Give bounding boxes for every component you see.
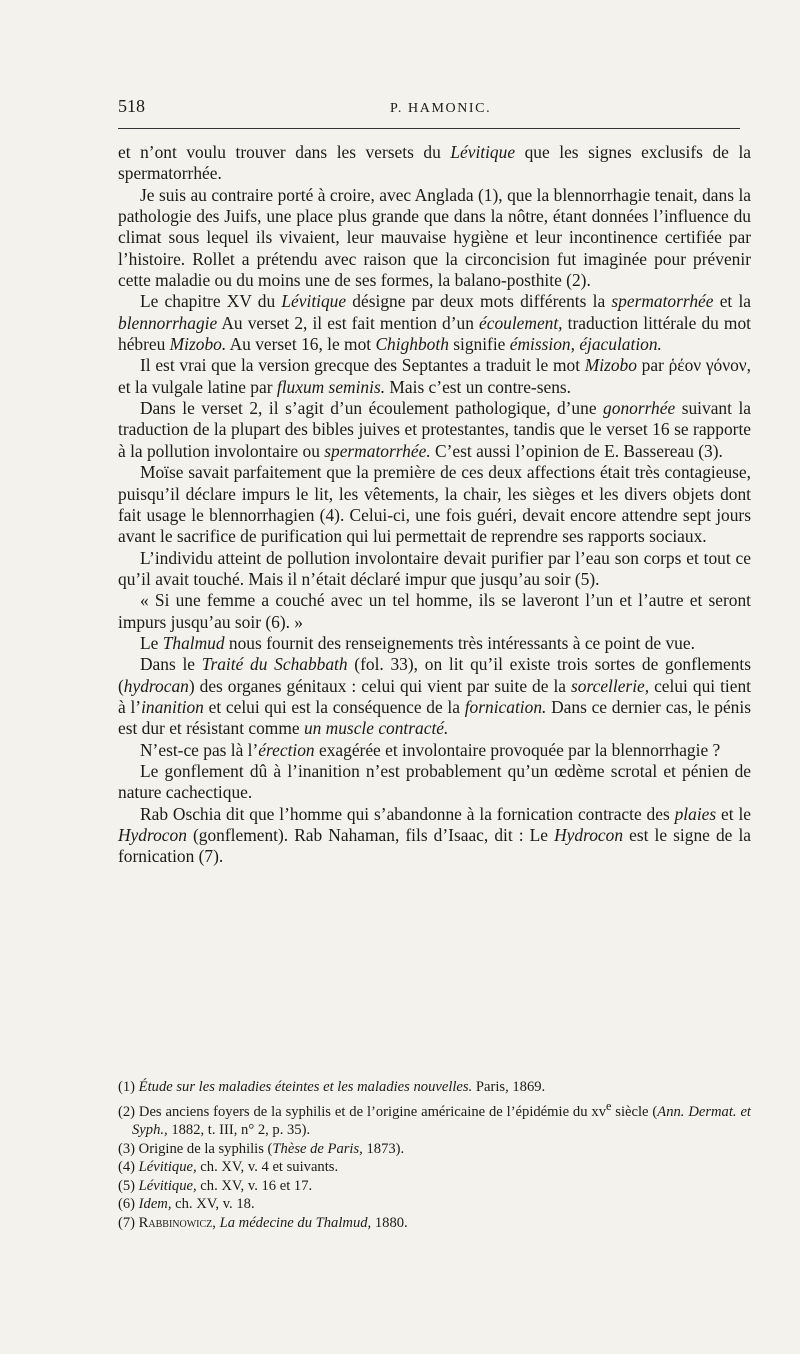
paragraph: Le Thalmud nous fournit des renseignements très intéressants à ce point de vue. bbox=[140, 632, 695, 653]
footnote: (3) Origine de la syphilis (Thèse de Paris, 1873). bbox=[118, 1140, 405, 1157]
footnote: (7) Rabbinowicz, La médecine du Thalmud, 1880. bbox=[118, 1215, 408, 1232]
paragraph: Il est vrai que la version grecque des Septantes a traduit le mot Mizobo par ῥέον γόνον, et la vulgale latine par fluxum seminis. Mais c’est un contre-sens. bbox=[118, 355, 752, 397]
footnote: (5) Lévitique, ch. XV, v. 16 et 17. bbox=[118, 1177, 313, 1194]
paragraph: Rab Oschia dit que l’homme qui s’abandonne à la fornication contracte des plaies et le Hydrocon (gonflement). Rab Nahaman, fils d’Isaac, dit : Le Hydrocon est le signe de la fornication (7). bbox=[118, 803, 752, 867]
page-header bbox=[118, 96, 740, 126]
running-title: P. HAMONIC. bbox=[390, 101, 492, 116]
footnote: (1) Étude sur les maladies éteintes et les maladies nouvelles. Paris, 1869. bbox=[118, 1079, 546, 1095]
paragraph: « Si une femme a couché avec un tel homme, ils se laveront l’un et l’autre et seront impurs jusqu’au soir (6). » bbox=[118, 590, 751, 632]
paragraph: Moïse savait parfaitement que la première de ces deux affections était très contagieuse, puisqu’il déclare impurs le lit, les vêtements, la chair, les sièges et les divers objets dont fait usage le blennorrhagien (4). Celui-ci, une fois guéri, devait encore attendre sept jours avant le sacrifice de purification qui lui permettait de reprendre ses rapports sociaux. bbox=[118, 462, 751, 547]
footnote: (6) Idem, ch. XV, v. 18. bbox=[118, 1196, 255, 1213]
paragraph: N’est-ce pas là l’érection exagérée et involontaire provoquée par la blennorrhagie ? bbox=[140, 739, 721, 760]
paragraph: Je suis au contraire porté à croire, avec Anglada (1), que la blennorrhagie tenait, dans la pathologie des Juifs, une place plus grande que dans la nôtre, étant données l’influence du climat sous lequel ils vivaient, leur mauvaise hygiène et leur incontinence certifiée par l’histoire. Rollet a prétendu avec raison que la circoncision fut imaginée pour prévenir cette maladie ou du moins une de ses formes, la balano-posthite (2). bbox=[118, 184, 751, 291]
paragraph: Dans le verset 2, il s’agit d’un écoulement pathologique, d’une gonorrhée suivant la traduction de la plupart des bibles juives et protestantes, tandis que le verset 16 se rapporte à la pollution involontaire ou spermatorrhée. C’est aussi l’opinion de E. Bassereau (3). bbox=[118, 398, 751, 461]
header-rule bbox=[118, 128, 740, 129]
paragraph: Le chapitre XV du Lévitique désigne par deux mots différents la spermatorrhée et la blennorrhagie Au verset 2, il est fait mention d’un écoulement, traduction littérale du mot hébreu Mizobo. Au verset 16, le mot Chighboth signifie émission, éjaculation. bbox=[118, 291, 752, 355]
paragraph: et n’ont voulu trouver dans les versets du Lévitique que les signes exclusifs de la spermatorrhée. bbox=[118, 142, 751, 184]
footnote: (2) Des anciens foyers de la syphilis et de l’origine américaine de l’épidémie du $xv^e$ siècle (Ann. Dermat. et Syph., 1882, t. III, n° 2, p. 35). bbox=[118, 1098, 751, 1139]
footnotes bbox=[118, 1078, 751, 1233]
main-text bbox=[118, 142, 751, 868]
paragraph: Le gonflement dû à l’inanition n’est probablement qu’un œdème scrotal et pénien de nature cachectique. bbox=[118, 760, 751, 803]
paragraph: Dans le Traité du Schabbath (fol. 33), on lit qu’il existe trois sortes de gonflements (hydrocan) des organes génitaux : celui qui vient par suite de la sorcellerie, celui qui tient à l’inanition et celui qui est la conséquence de la fornication. Dans ce dernier cas, le pénis est dur et résistant comme un muscle contracté. bbox=[118, 654, 751, 739]
footnote: (4) Lévitique, ch. XV, v. 4 et suivants. bbox=[118, 1159, 339, 1176]
paragraph: L’individu atteint de pollution involontaire devait purifier par l’eau son corps et tout ce qu’il avait touché. Mais il n’était déclaré impur que jusqu’au soir (5). bbox=[118, 547, 751, 589]
page-number: 518 bbox=[118, 96, 145, 116]
